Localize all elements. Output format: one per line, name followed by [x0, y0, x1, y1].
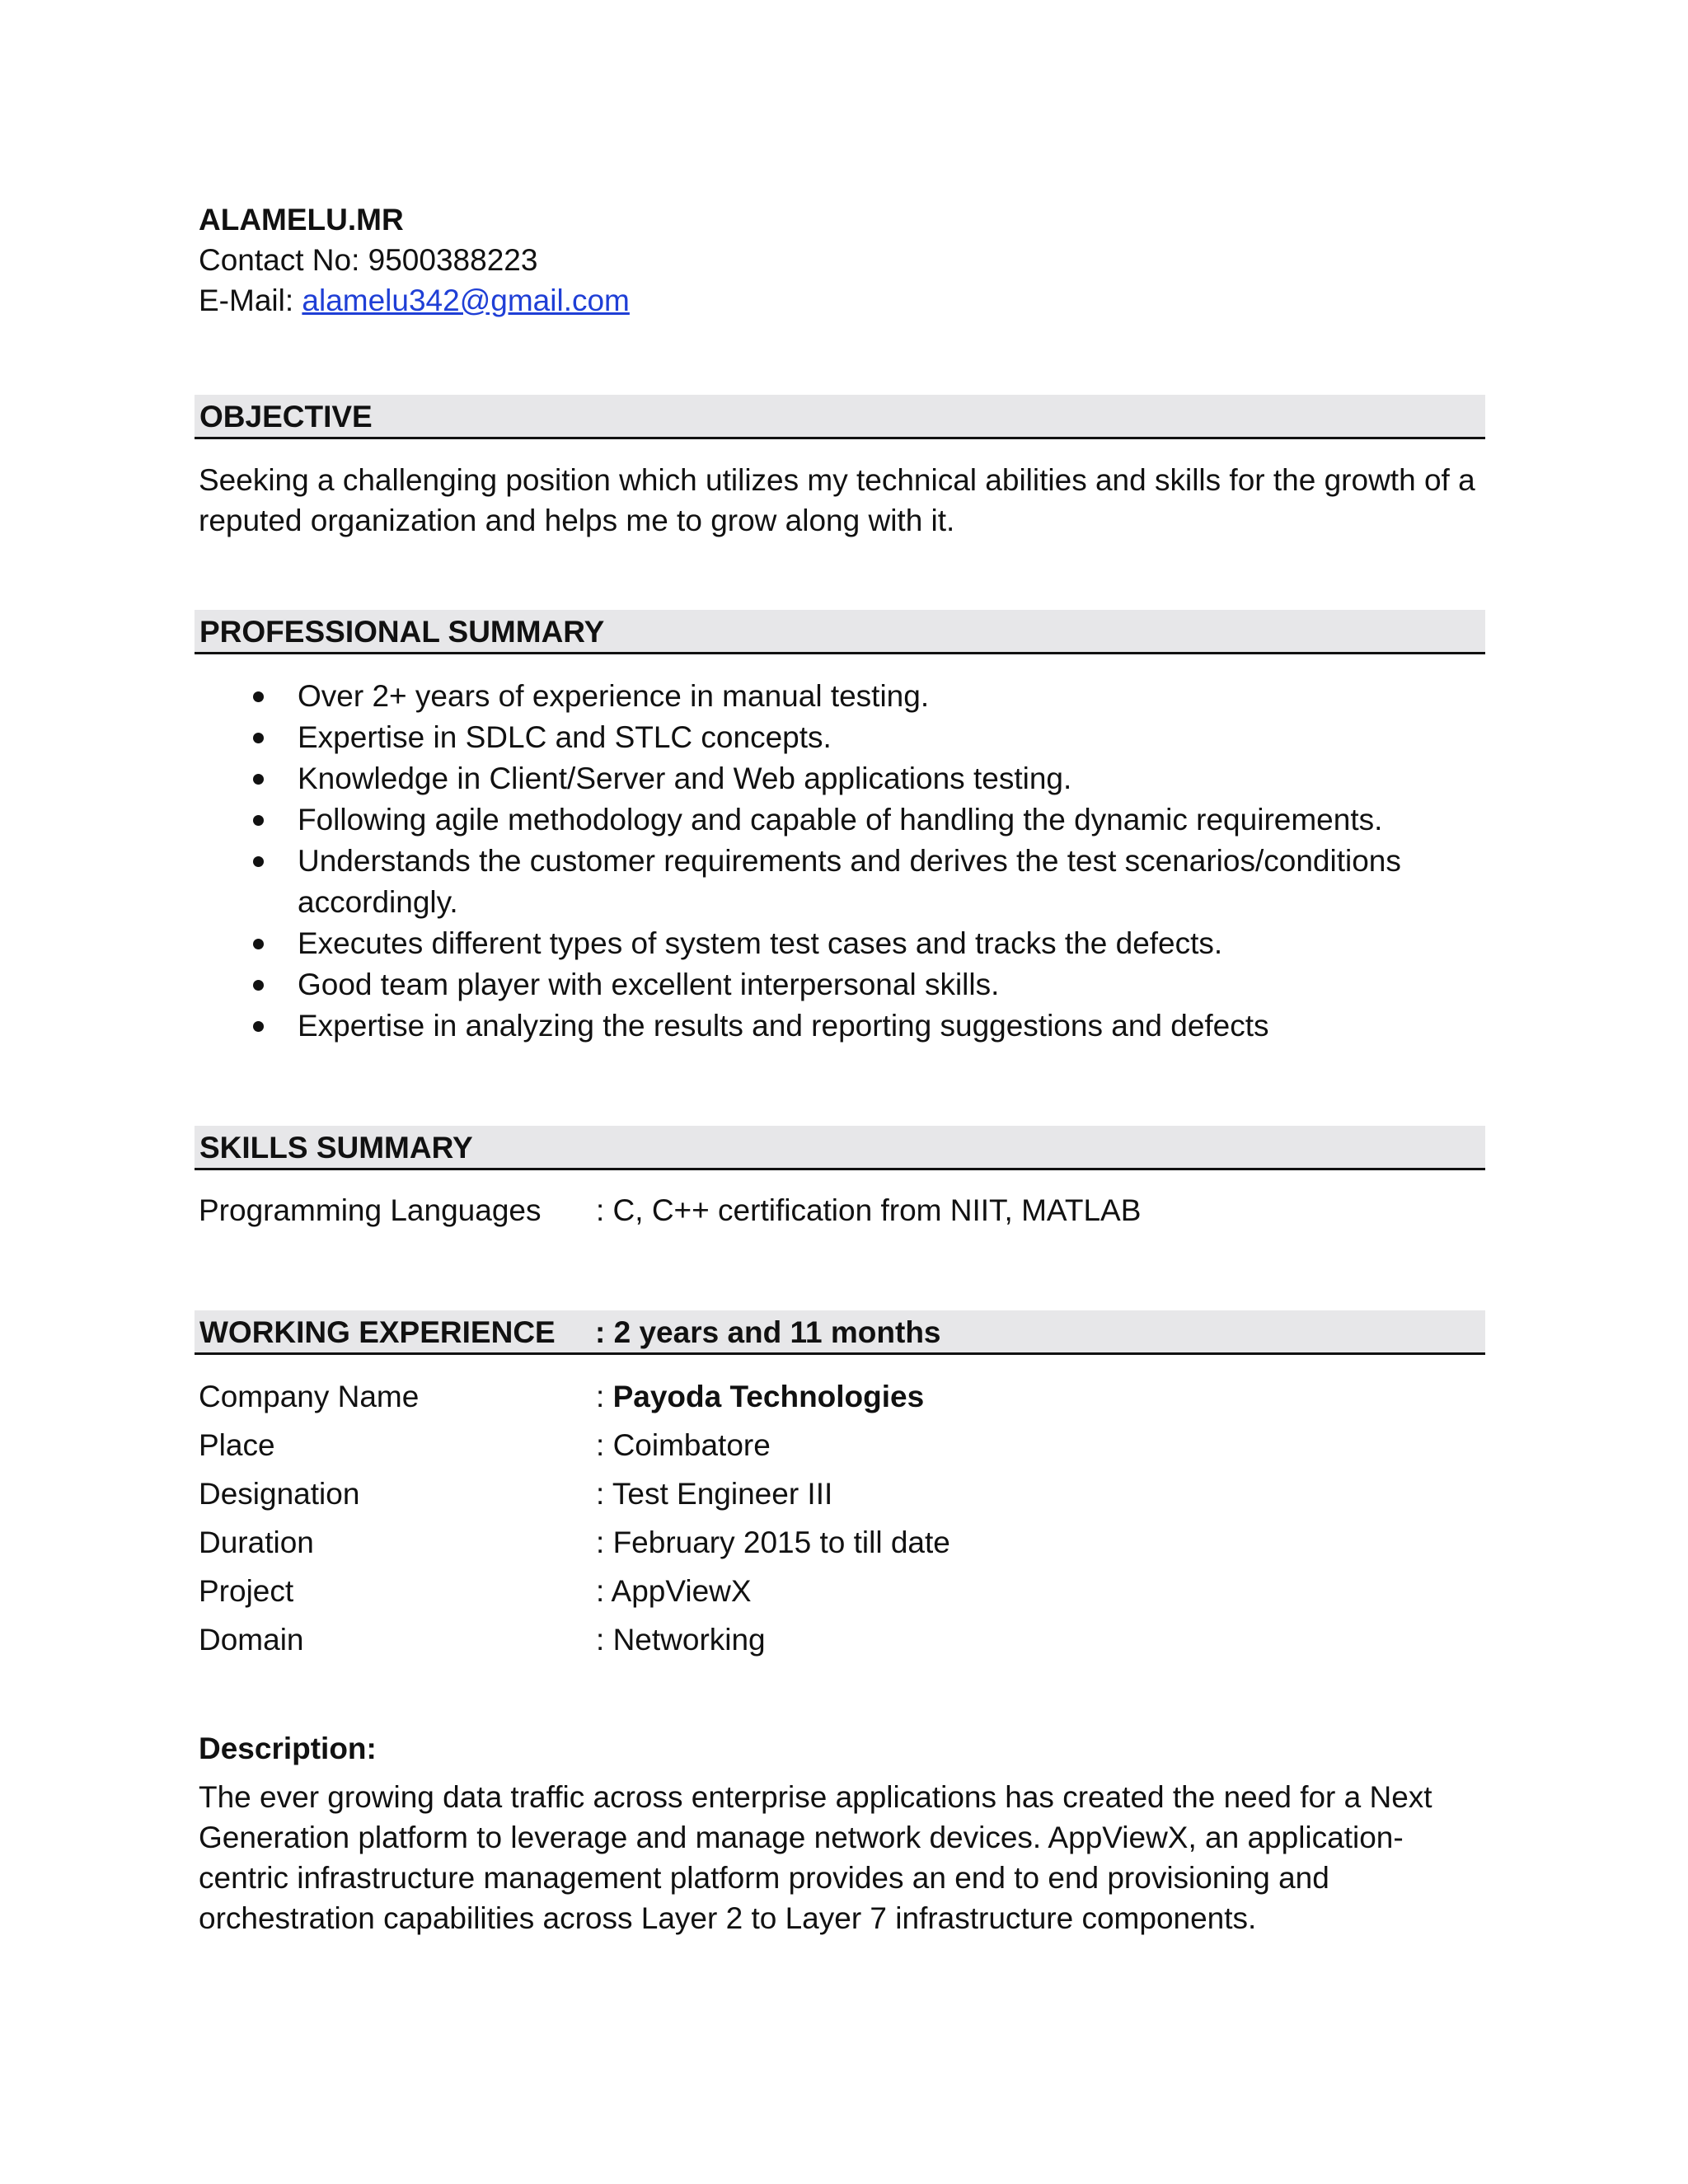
detail-value [596, 1619, 766, 1660]
detail-label: Domain [199, 1623, 304, 1657]
detail-value [596, 1425, 771, 1465]
bullet-icon [253, 691, 264, 702]
list-item [199, 717, 1484, 758]
list-item-text: Expertise in SDLC and STLC concepts. [298, 720, 832, 754]
detail-prefix: : [596, 1574, 612, 1608]
contact-number: 9500388223 [368, 243, 538, 277]
company-name: Payoda Technologies [612, 1380, 925, 1413]
detail-row [199, 1474, 1484, 1522]
detail-row [199, 1376, 1484, 1425]
list-item-text: Expertise in analyzing the results and reporting suggestions and defects [298, 1009, 1269, 1043]
description-line: Generation platform to leverage and manage network devices. AppViewX, an application- [199, 1821, 1404, 1854]
detail-value-text: Coimbatore [612, 1428, 771, 1462]
detail-label: Duration [199, 1526, 314, 1559]
candidate-name: ALAMELU.MR [199, 203, 404, 237]
list-item-text: Over 2+ years of experience in manual testing. [298, 679, 930, 713]
bullet-icon [253, 733, 264, 743]
list-item [199, 1005, 1484, 1047]
detail-row [199, 1425, 1484, 1474]
objective-line: Seeking a challenging position which utilizes my technical abilities and skills for the growth of a [199, 463, 1475, 497]
list-item-text: Good team player with excellent interpersonal skills. [298, 968, 1000, 1001]
section-title: PROFESSIONAL SUMMARY [199, 615, 605, 649]
section-title: SKILLS SUMMARY [199, 1131, 473, 1165]
skills-summary-section-header [195, 1126, 1485, 1170]
bullet-icon [253, 774, 264, 785]
detail-value-text: February 2015 to till date [612, 1526, 950, 1559]
detail-value [596, 1571, 752, 1611]
detail-label: Place [199, 1428, 275, 1462]
professional-summary-list [199, 676, 1484, 1047]
objective-text [199, 460, 1484, 541]
detail-value [596, 1376, 924, 1417]
detail-value-text: Test Engineer III [612, 1477, 833, 1511]
list-item [199, 676, 1484, 717]
list-item-text: Understands the customer requirements and derives the test scenarios/conditions [298, 844, 1401, 878]
description-title: Description: [199, 1732, 377, 1765]
list-item [199, 841, 1484, 882]
experience-details [199, 1376, 1484, 1668]
description-block [199, 1728, 1484, 1938]
list-item-continuation [199, 882, 1484, 923]
working-experience-section-header [195, 1310, 1485, 1355]
bullet-icon [253, 939, 264, 949]
list-item [199, 758, 1484, 799]
detail-value-text: Networking [612, 1623, 766, 1657]
description-line: The ever growing data traffic across enterprise applications has created the need for a Next [199, 1780, 1432, 1814]
email-line [199, 280, 630, 321]
detail-label: Designation [199, 1477, 360, 1511]
list-item [199, 964, 1484, 1005]
experience-total: : 2 years and 11 months [595, 1315, 941, 1349]
detail-row [199, 1522, 1484, 1571]
contact-header [199, 199, 630, 321]
list-item-text: Knowledge in Client/Server and Web applications testing. [298, 762, 1072, 795]
contact-line [199, 240, 630, 280]
email-label: E-Mail: [199, 284, 302, 317]
skills-value: : C, C++ certification from NIIT, MATLAB [596, 1193, 1142, 1227]
detail-prefix: : [596, 1623, 613, 1657]
detail-prefix: : [596, 1380, 613, 1413]
skills-table [199, 1190, 1484, 1239]
bullet-icon [253, 856, 264, 867]
list-item [199, 923, 1484, 964]
contact-label: Contact No: [199, 243, 368, 277]
detail-prefix: : [596, 1428, 613, 1462]
list-item-text: Following agile methodology and capable of handling the dynamic requirements. [298, 803, 1383, 837]
detail-row [199, 1619, 1484, 1668]
section-title: WORKING EXPERIENCE [199, 1315, 556, 1349]
skills-label: Programming Languages [199, 1193, 542, 1227]
detail-label: Company Name [199, 1380, 420, 1413]
skills-row [199, 1190, 1484, 1239]
detail-prefix: : [596, 1477, 612, 1511]
bullet-icon [253, 980, 264, 991]
objective-section-header [195, 395, 1485, 439]
description-line: centric infrastructure management platform provides an end to end provisioning and [199, 1861, 1329, 1895]
spacer [199, 1769, 1484, 1777]
list-item-text: Executes different types of system test cases and tracks the defects. [298, 926, 1223, 960]
bullet-icon [253, 1021, 264, 1032]
detail-value [596, 1522, 950, 1563]
email-link[interactable]: alamelu342@gmail.com [302, 284, 630, 317]
bullet-icon [253, 815, 264, 826]
objective-line: reputed organization and helps me to grow along with it. [199, 504, 955, 537]
description-line: orchestration capabilities across Layer 2 to Layer 7 infrastructure components. [199, 1901, 1257, 1935]
detail-value [596, 1474, 832, 1514]
detail-prefix: : [596, 1526, 613, 1559]
list-item-text: accordingly. [298, 885, 458, 919]
list-item [199, 799, 1484, 841]
detail-value-text: AppViewX [611, 1574, 752, 1608]
professional-summary-section-header [195, 610, 1485, 654]
detail-label: Project [199, 1574, 294, 1608]
detail-row [199, 1571, 1484, 1619]
section-title: OBJECTIVE [199, 400, 373, 434]
